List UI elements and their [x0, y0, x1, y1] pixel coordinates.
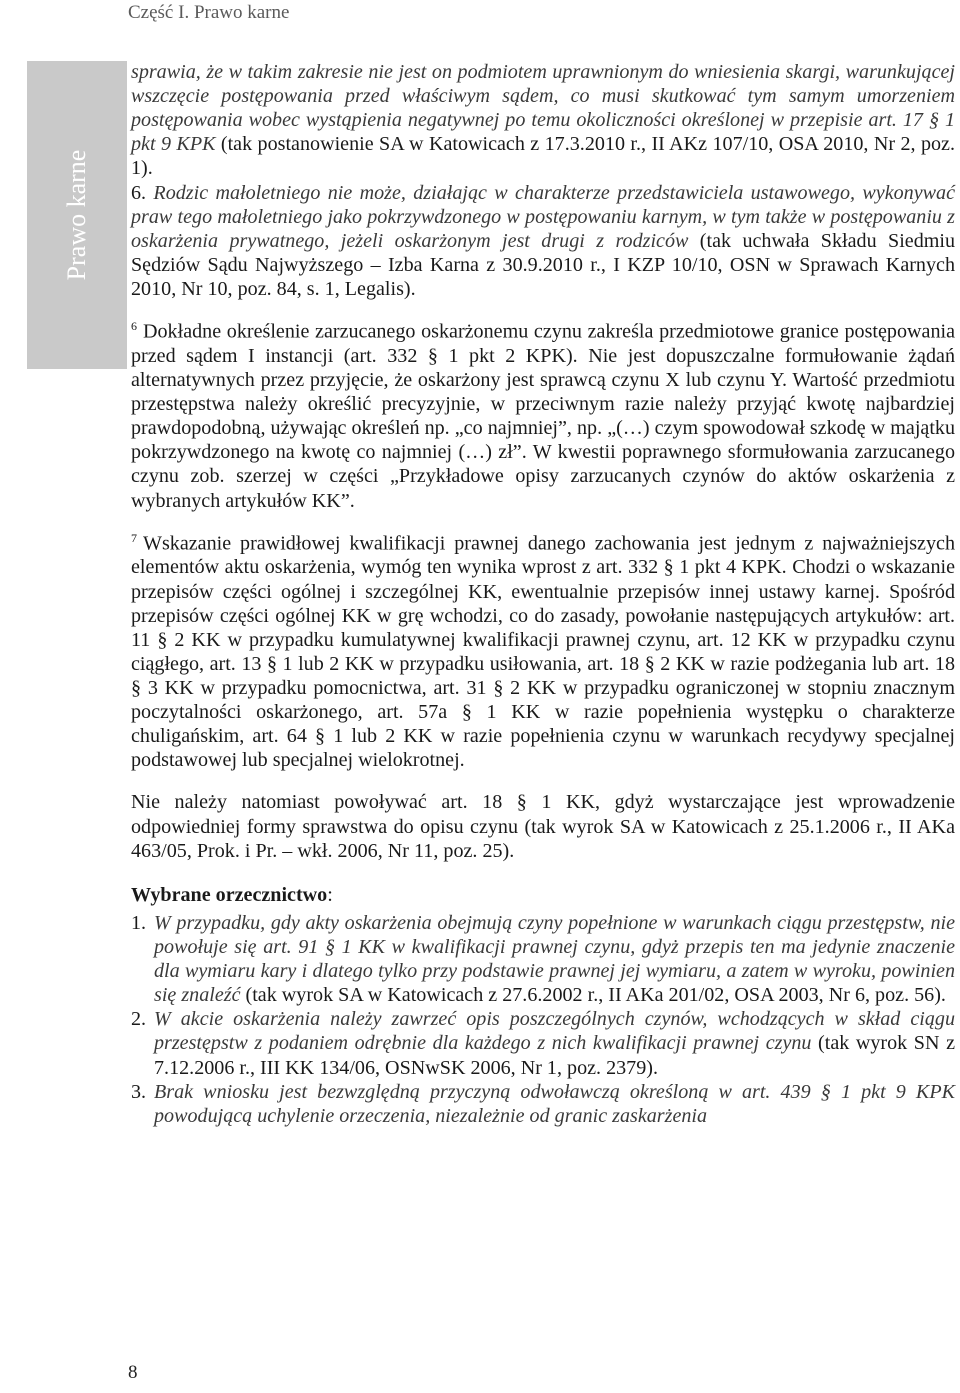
- item-number: 6.: [131, 181, 154, 204]
- ruling-item: [131, 1007, 955, 1079]
- ruling-number: 2.: [131, 1008, 147, 1031]
- page-number: 8: [128, 1362, 138, 1383]
- footnote-6: [131, 319, 955, 513]
- footnote-marker: 7: [131, 530, 137, 545]
- side-tab: [27, 61, 127, 369]
- citation: (tak wyrok SA w Katowicach z 27.6.2002 r., II AKa 201/02, OSA 2003, Nr 6, poz. 56).: [240, 984, 946, 1007]
- heading-colon: :: [327, 883, 333, 906]
- ruling-number: 3.: [131, 1080, 147, 1103]
- ruling-text: [154, 1007, 955, 1079]
- ruling-item: [131, 1080, 955, 1128]
- citation: (tak uchwała Składu Siedmiu Sędziów Sądu Najwyższego – Izba Karna z 30.9.2010 r., I KZP 10/10, OSN w Sprawach Karnych 2010, Nr 10, poz. 84, s. 1, Legalis).: [131, 229, 956, 300]
- paragraph-6: [131, 181, 955, 302]
- side-tab-label: Prawo karne: [62, 149, 91, 281]
- ruling-text: [154, 1080, 955, 1128]
- footnote-text: Dokładne określenie zarzucanego oskarżonemu czynu zakreśla przedmiotowe granice postępowania przed sądem I instancji (art. 332 § 1 pkt 2 KPK). Nie jest dopuszczalne formułowanie żądań alternatywnych przez przyjęcie, że oskarżony jest sprawcą czynu X lub czynu Y. Wartość przedmiotu przestępstwa należy określić precyzyjnie, w przeciwnym razie należy przyjąć kwotę najbardziej prawdopodobną, używając określeń np. „co najmniej”, np. „(…) czym spowodował szkodę w majątku pokrzywdzonego na kwotę co najmniej (…) zł”. W kwestii poprawnego sformułowania zarzucanego czynu zob. szerzej w części „Przykładowe opisy zarzucanych czynów do aktów oskarżenia z wybranych artykułów KK”.: [131, 320, 955, 512]
- footnote-marker: 6: [131, 319, 137, 334]
- italic-text: Brak wniosku jest bezwzględną przyczyną odwoławczą określoną w art. 439 § 1 pkt 9 KPK powodującą uchylenie orzeczenia, niezależnie od granic zaskarżenia: [154, 1080, 955, 1127]
- ruling-number: 1.: [131, 911, 147, 934]
- page-content: [131, 60, 955, 1128]
- section-heading: [131, 883, 955, 907]
- italic-text: W przypadku, gdy akty oskarżenia obejmują czyny popełnione w warunkach ciągu przestępstw, nie powołuje się art. 91 § 1 KK w kwalifikacji prawnej czynu, gdyż przepis ten ma jedynie znaczenie dla wymiaru kary i dlatego tylko przy podstawie prawnej jej wymiaru, a zatem w wyroku, powinien się znaleźć: [154, 911, 955, 1007]
- paragraph-note: Nie należy natomiast powoływać art. 18 § 1 KK, gdyż wystarczające jest wprowadzenie odpowiedniej formy sprawstwa do opisu czynu (tak wyrok SA w Katowicach z 25.1.2006 r., II AKa 463/05, Prok. i Pr. – wkł. 2006, Nr 11, poz. 25).: [131, 791, 955, 862]
- rulings-list: [131, 911, 955, 1128]
- citation: (tak wyrok SN z 7.12.2006 r., III KK 134/06, OSNwSK 2006, Nr 1, poz. 2379).: [154, 1032, 955, 1079]
- running-head: Część I. Prawo karne: [128, 2, 290, 23]
- heading-text: Wybrane orzecznictwo: [131, 883, 328, 906]
- footnote-text: Wskazanie prawidłowej kwalifikacji prawnej danego zachowania jest jednym z najważniejszych elementów aktu oskarżenia, wymóg ten wynika wprost z art. 332 § 1 pkt 4 KPK. Chodzi o wskazanie przepisów części ogólnej i szczególnej KK, ewentualnie przepisów innej ustawy karnej. Spośród przepisów części ogólnej KK w grę wchodzi, co do zasady, powołanie następujących artykułów: art. 11 § 2 KK w przypadku kumulatywnej kwalifikacji prawnej czynu, art. 12 KK w przypadku czynu ciągłego, art. 13 § 1 lub 2 KK w przypadku usiłowania, art. 18 § 2 KK w razie podżegania lub art. 18 § 3 KK w przypadku pomocnictwa, art. 31 § 2 KK w przypadku ograniczonej w stopniu znacznym poczytalności oskarżonego, art. 57a § 1 KK w razie popełnienia występku o charakterze chuligańskim, art. 64 § 1 lub 2 KK w razie popełnienia czynu w warunkach recydywy specjalnej podstawowej lub specjalnej wielokrotnej.: [131, 532, 955, 772]
- ruling-item: [131, 911, 955, 1007]
- italic-text: sprawia, że w takim zakresie nie jest on podmiotem uprawnionym do wniesienia skargi, warunkującej wszczęcie postępowania przed właściwym sądem, co musi skutkować tym samym umorzeniem postępowania wobec wystąpienia negatywnej po temu okoliczności określonej w przepisie art. 17 § 1 pkt 9 KPK: [131, 61, 955, 156]
- footnote-7: [131, 531, 955, 773]
- citation: (tak postanowienie SA w Katowicach z 17.3.2010 r., II AKz 107/10, OSA 2010, Nr 2, poz. 1).: [131, 133, 955, 180]
- italic-text: W akcie oskarżenia należy zawrzeć opis poszczególnych czynów, wchodzących w skład ciągu przestępstw z podaniem odrębnie dla każdego z nich kwalifikacji prawnej czynu: [154, 1008, 955, 1055]
- italic-text: Rodzic małoletniego nie może, działając w charakterze przedstawiciela ustawowego, wykonywać praw tego małoletniego jako pokrzywdzonego w postępowaniu karnym, w tym także w postępowaniu z oskarżenia prywatnego, jeżeli oskarżonym jest drugi z rodziców: [131, 181, 956, 252]
- paragraph-continued: [131, 60, 955, 181]
- ruling-text: [154, 911, 955, 1007]
